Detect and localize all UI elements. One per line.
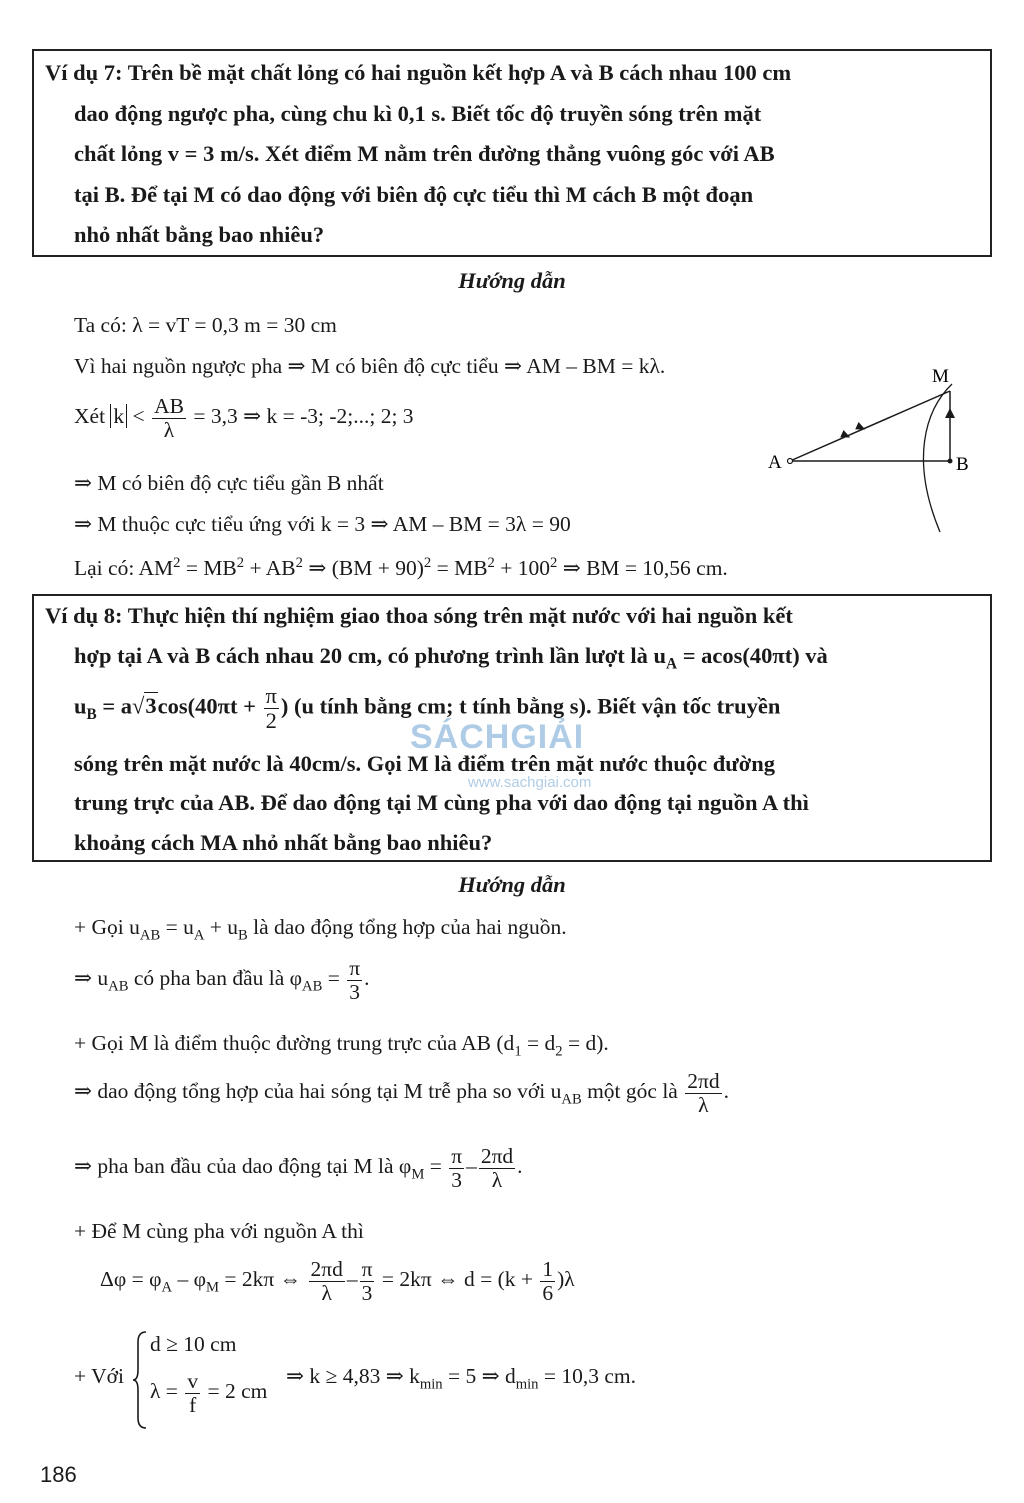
example-8-line-1: Ví dụ 8: Thực hiện thí nghiệm giao thoa sóng trên mặt nước với hai nguồn kết [45,603,793,628]
sub: M [206,1279,220,1296]
minimum-hyperbola-curve [923,384,952,532]
denominator: λ [321,1280,332,1305]
sup: 2 [423,555,432,571]
t: . [364,966,370,990]
solution-8-line-8-result [286,1364,636,1393]
t: = [322,966,346,990]
solution-8-line-5 [74,1145,523,1191]
label-a: A [768,452,782,473]
t: λ = [150,1379,184,1403]
t: ⇒ (BM + 90) [302,556,424,581]
text: = 3,3 ⇒ k = -3; -2;...; 2; 3 [187,404,414,428]
numerator: AB [154,394,184,418]
solution-7-line-2: Vì hai nguồn ngược pha ⇒ M có biên độ cực tiểu ⇒ AM – BM = kλ. [74,354,666,378]
fraction-ab-over-lambda [152,395,186,441]
denominator: λ [163,417,175,442]
sub: A [193,927,205,944]
solution-7-line-3 [74,395,414,441]
t: )λ [557,1267,575,1291]
t: . [517,1154,523,1178]
sub: AB [302,978,323,995]
t: ⇒ u [74,966,109,990]
denominator: 3 [349,979,361,1004]
t: = 10,3 cm. [538,1364,636,1388]
fraction-pi-over-3 [347,957,362,1003]
page-number: 186 [40,1462,77,1487]
numerator: π [349,956,361,980]
arrow-head-up [945,408,955,418]
t: có pha ban đầu là φ [128,966,303,990]
segment-am [790,391,950,461]
sup: 2 [236,555,245,571]
sub: min [419,1376,443,1393]
t: = 2 cm [202,1379,268,1403]
solution-8-line-1 [74,915,567,944]
sub: 2 [555,1043,563,1060]
solution-7-line-1: Ta có: λ = vT = 0,3 m = 30 cm [74,313,337,337]
text: Xét [74,404,111,428]
numerator: π [265,683,277,708]
t: – [346,1267,358,1291]
example-8-line-4: sóng trên mặt nước là 40cm/s. Gọi M là điểm trên mặt nước thuộc đường [74,751,775,776]
arrow-head-2 [855,421,866,430]
numerator: π [361,1257,373,1281]
numerator: 1 [542,1257,554,1281]
watermark-url: www.sachgiai.com [468,774,592,791]
denominator: 3 [451,1167,462,1192]
system-row-1: d ≥ 10 cm [150,1332,237,1356]
example-7-line-1: Ví dụ 7: Trên bề mặt chất lỏng có hai nguồn kết hợp A và B cách nhau 100 cm [45,60,792,85]
system-row-2 [150,1370,267,1416]
t: Δφ = φ [100,1267,162,1291]
sub: B [86,705,97,723]
t: = MB [180,556,237,581]
numerator: 2πd [310,1257,343,1281]
t: ⇒ BM = 10,56 cm. [557,556,728,581]
sqrt-content: 3 [145,693,157,719]
t: u [74,693,87,719]
sqrt-sign: √ [132,693,145,719]
geometry-figure [760,360,980,550]
example-7-line-5: nhỏ nhất bằng bao nhiêu? [74,222,325,247]
t: = 2kπ ⇔ d = (k + [376,1267,539,1291]
point-a [788,459,793,464]
t: = MB [431,556,488,581]
t: Lại có: AM [74,556,174,581]
sub: A [666,655,678,673]
t: ⇒ pha ban đầu của dao động tại M là φ [74,1154,412,1178]
fraction-v-over-f [185,1370,200,1416]
solution-8-heading: Hướng dẫn [458,872,566,897]
sub: A [161,1279,173,1296]
t: – φ [172,1267,207,1291]
solution-8-line-3 [74,1031,609,1060]
example-8-line-5: trung trực của AB. Để dao động tại M cùng pha với dao động tại nguồn A thì [74,790,809,815]
label-m: M [932,366,949,387]
solution-7-line-4: ⇒ M có biên độ cực tiểu gần B nhất [74,471,384,495]
left-brace [132,1330,148,1430]
denominator: 6 [542,1280,554,1305]
denominator: 2 [265,707,277,733]
t: + 100 [494,556,550,581]
denominator: λ [698,1092,709,1117]
sup: 2 [173,555,181,571]
t: = a [96,693,133,719]
denominator: λ [491,1167,503,1192]
numerator: v [187,1369,199,1393]
sub: M [411,1166,425,1183]
arrow-head-1 [840,429,851,438]
fraction-1-over-6 [540,1258,555,1304]
example-7-line-3: chất lỏng v = 3 m/s. Xét điểm M nằm trên đường thẳng vuông góc với AB [74,141,775,166]
example-7-line-2: dao động ngược pha, cùng chu kì 0,1 s. Biết tốc độ truyền sóng trên mặt [74,100,762,126]
sub: 1 [514,1043,522,1060]
t: ⇒ k ≥ 4,83 ⇒ k [286,1364,420,1388]
t: = [424,1154,448,1178]
t: ) (u tính bằng cm; t tính bằng s). Biết vận tốc truyền [280,693,781,719]
t: + AB [244,556,296,581]
numerator: 2πd [687,1069,720,1093]
sub: AB [108,978,129,995]
fraction-2pid-over-lambda [685,1070,721,1116]
sub: AB [561,1091,582,1108]
t: ⇒ dao động tổng hợp của hai sóng tại M trễ pha so với u [74,1079,562,1103]
denominator: 3 [361,1280,373,1305]
example-7-line-4: tại B. Để tại M có dao động với biên độ cực tiểu thì M cách B một đoạn [74,181,754,207]
t: là dao động tổng hợp của hai nguồn. [247,915,567,939]
label-b: B [956,454,969,475]
sub: AB [139,927,161,944]
solution-7-heading: Hướng dẫn [458,268,566,293]
t: . [723,1079,729,1103]
t: + u [204,915,239,939]
t: = u [160,915,194,939]
t: = 5 ⇒ d [442,1364,516,1388]
t: cos(40πt + [157,693,262,719]
t: hợp tại A và B cách nhau 20 cm, có phương trình lần lượt là u [74,643,666,668]
sup: 2 [550,555,558,571]
solution-8-line-6: + Để M cùng pha với nguồn A thì [74,1219,364,1243]
solution-7-line-6 [74,555,728,581]
example-7-text [45,53,980,256]
t: = d [521,1031,556,1055]
numerator: π [451,1144,463,1168]
t: – [466,1154,477,1178]
abs-k: k [110,404,127,428]
fraction-2pid-over-lambda [479,1145,515,1191]
t: = 2kπ ⇔ [219,1267,307,1291]
text: < [127,404,151,428]
solution-8-line-8-prefix: + Với [74,1364,124,1388]
solution-8-line-7 [100,1258,575,1304]
watermark-logo: SÁCHGIẢI [410,718,585,756]
solution-8-line-4 [74,1070,729,1116]
fraction-pi-over-3 [449,1145,464,1191]
t: + Gọi u [74,915,140,939]
t: + Gọi M là điểm thuộc đường trung trực của AB (d [74,1031,515,1055]
example-8-line-2 [74,636,980,685]
sup: 2 [487,555,495,571]
t: = acos(40πt) và [677,643,828,668]
sup: 2 [295,555,303,571]
sub: B [238,927,248,944]
point-b [948,459,953,464]
fraction-pi-over-3 [360,1258,375,1304]
fraction-pi-over-2 [264,684,279,732]
denominator: f [189,1392,197,1417]
sub: min [515,1376,539,1393]
t: = d). [562,1031,609,1055]
t: một góc là [581,1079,684,1103]
numerator: 2πd [480,1144,514,1168]
solution-7-line-5: ⇒ M thuộc cực tiểu ứng với k = 3 ⇒ AM – BM = 3λ = 90 [74,512,571,536]
example-8-line-6: khoảng cách MA nhỏ nhất bằng bao nhiêu? [74,830,493,855]
solution-8-line-2 [74,957,369,1003]
fraction-2pid-over-lambda [309,1258,345,1304]
